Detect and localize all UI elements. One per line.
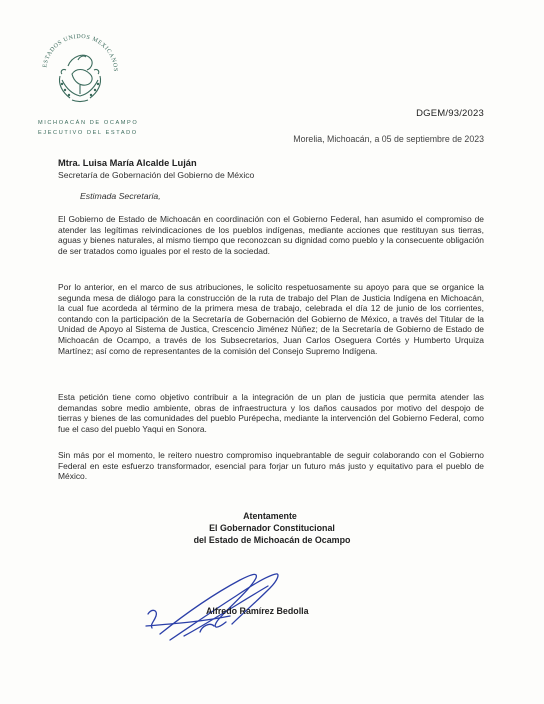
place-and-date: Morelia, Michoacán, a 05 de septiembre de 2023 xyxy=(293,134,484,144)
salutation: Estimada Secretaria, xyxy=(80,191,161,201)
signer-position-state: del Estado de Michoacán de Ocampo xyxy=(193,535,351,545)
body-paragraph: Esta petición tiene como objetivo contribuir a la integración de un plan de justicia que permita atender las demandas sobre medio ambiente, obras de infraestructura y los daños causados por motivo del despojo de tierras y bienes de las comunidades del pueblo Purépecha, mediante la intervención del Gobierno Federal, como fue el caso del pueblo Yaqui en Sonora. xyxy=(58,392,484,434)
body-paragraph: Por lo anterior, en el marco de sus atribuciones, le solicito respetuosamente su apoyo para que se organice la segunda mesa de diálogo para la construcción de la ruta de trabajo del Plan de Justicia Indígena en Michoacán, la cual fue acordeda al término de la primera mesa de trabajo, celebrada el día 12 de junio de los corrientes, contando con la participación de la Secretaría de Gobernación del Gobierno de México, a través del Titular de la Unidad de Apoyo al Sistema de Justica, Crescencio Jiménez Núñez; de la Secretaría de Gobierno de Estado de Michoacán de Ocampo, a través de los Subsecretarios, Juan Carlos Oseguera Cortés y Humberto Urquiza Martínez; así como de representantes de la comisión del Consejo Supremo Indígena. xyxy=(58,282,484,356)
government-branch: EJECUTIVO DEL ESTADO xyxy=(38,130,138,136)
body-paragraph: El Gobierno de Estado de Michoacán en coordinación con el Gobierno Federal, han asumido el compromiso de atender las legítimas reivindicaciones de los pueblos indígenas, mediante acciones que restituyan sus tierras, aguas y bienes naturales, al mismo tiempo que reconozcan su dignidad como pueblo y la consecuente obligación de ser tratados como iguales por el resto de la sociedad. xyxy=(58,214,484,256)
body-paragraph: Sin más por el momento, le reitero nuestro compromiso inquebrantable de seguir colaborando con el Gobierno Federal en este esfuerzo transformador, esencial para forjar un futuro más justo y equitativo para el pueblo de México. xyxy=(58,450,484,482)
signer-position: El Gobernador Constitucional xyxy=(209,523,335,533)
seal-legend: ESTADOS UNIDOS MEXICANOS xyxy=(42,33,119,73)
closing-greeting: Atentamente xyxy=(243,511,297,521)
addressee-name: Mtra. Luisa María Alcalde Luján xyxy=(58,158,197,168)
svg-text:ESTADOS UNIDOS MEXICANOS xyxy=(42,34,118,72)
state-seal-icon xyxy=(32,22,128,114)
signer-name: Alfredo Ramírez Bedolla xyxy=(206,606,309,616)
government-name: MICHOACÁN DE OCAMPO xyxy=(38,120,139,126)
document-reference: DGEM/93/2023 xyxy=(416,108,484,119)
addressee-title: Secretaría de Gobernación del Gobierno de México xyxy=(58,170,255,180)
